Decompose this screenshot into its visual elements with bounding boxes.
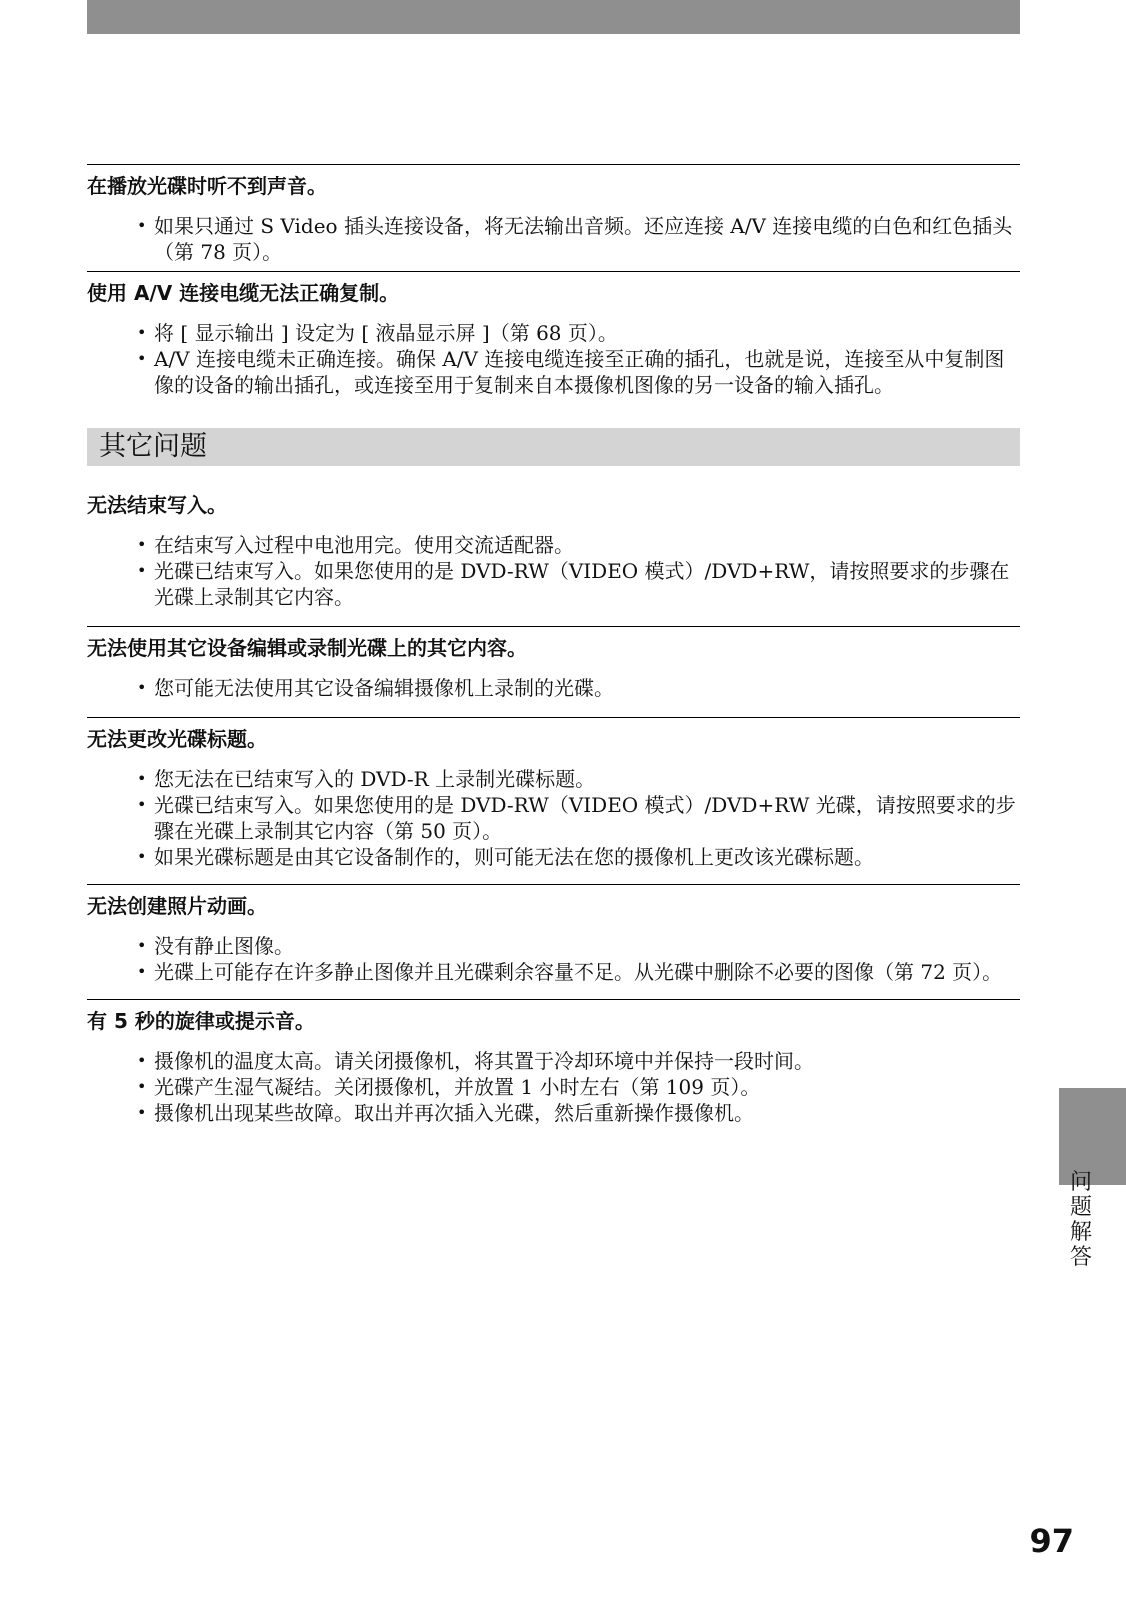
question-heading: 无法更改光碟标题。 [87, 727, 267, 751]
section-header-other: 其它问题 [87, 428, 1020, 466]
question-heading: 在播放光碟时听不到声音。 [87, 174, 327, 198]
troubleshoot-section [87, 626, 1020, 701]
answer-list [87, 532, 1020, 610]
answer-item: • 摄像机的温度太高。请关闭摄像机，将其置于冷却环境中并保持一段时间。 [87, 1048, 1020, 1074]
page-number: 97 [1029, 1522, 1074, 1560]
answer-item: • 没有静止图像。 [87, 933, 1020, 959]
chapter-tab-char: 解 [1069, 1220, 1092, 1245]
answer-item: • 如果光碟标题是由其它设备制作的，则可能无法在您的摄像机上更改该光碟标题。 [87, 844, 1020, 870]
answer-item: • 光碟上可能存在许多静止图像并且光碟剩余容量不足。从光碟中删除不必要的图像（第 72 页）。 [87, 959, 1020, 985]
answer-item: • 光碟已结束写入。如果您使用的是 DVD-RW（VIDEO 模式）/DVD+RW，请按照要求的步骤在光碟上录制其它内容。 [87, 558, 1020, 610]
page-content [87, 164, 1020, 1132]
question-heading: 无法结束写入。 [87, 493, 227, 517]
answer-list [87, 675, 1020, 701]
top-header-bar [87, 0, 1020, 34]
question-heading: 使用 A/V 连接电缆无法正确复制。 [87, 281, 400, 305]
answer-list [87, 320, 1020, 398]
answer-item: • 如果只通过 S Video 插头连接设备，将无法输出音频。还应连接 A/V 连接电缆的白色和红色插头（第 78 页）。 [87, 213, 1020, 265]
answer-item: • 摄像机出现某些故障。取出并再次插入光碟，然后重新操作摄像机。 [87, 1100, 1020, 1126]
answer-item: • 您可能无法使用其它设备编辑摄像机上录制的光碟。 [87, 675, 1020, 701]
troubleshoot-section [87, 884, 1020, 985]
chapter-tab-char: 答 [1069, 1245, 1092, 1270]
answer-list [87, 1048, 1020, 1126]
answer-item: • 将 [ 显示输出 ] 设定为 [ 液晶显示屏 ]（第 68 页）。 [87, 320, 1020, 346]
answer-list [87, 213, 1020, 265]
answer-item: • 您无法在已结束写入的 DVD-R 上录制光碟标题。 [87, 766, 1020, 792]
question-heading: 无法使用其它设备编辑或录制光碟上的其它内容。 [87, 636, 527, 660]
troubleshoot-section [87, 999, 1020, 1126]
question-heading: 有 5 秒的旋律或提示音。 [87, 1009, 315, 1033]
troubleshoot-section [87, 164, 1020, 265]
chapter-tab-label [1066, 1170, 1096, 1270]
answer-item: • 在结束写入过程中电池用完。使用交流适配器。 [87, 532, 1020, 558]
chapter-tab-char: 问 [1069, 1170, 1092, 1195]
answer-list [87, 933, 1020, 985]
troubleshoot-section [87, 717, 1020, 870]
troubleshoot-section [87, 271, 1020, 398]
answer-list [87, 766, 1020, 870]
chapter-tab-char: 题 [1069, 1195, 1092, 1220]
question-heading: 无法创建照片动画。 [87, 894, 267, 918]
answer-item: • 光碟已结束写入。如果您使用的是 DVD-RW（VIDEO 模式）/DVD+RW 光碟，请按照要求的步骤在光碟上录制其它内容（第 50 页）。 [87, 792, 1020, 844]
troubleshoot-section [87, 492, 1020, 610]
answer-item: • A/V 连接电缆未正确连接。确保 A/V 连接电缆连接至正确的插孔，也就是说，连接至从中复制图像的设备的输出插孔，或连接至用于复制来自本摄像机图像的另一设备的输入插孔。 [87, 346, 1020, 398]
answer-item: • 光碟产生湿气凝结。关闭摄像机，并放置 1 小时左右（第 109 页）。 [87, 1074, 1020, 1100]
